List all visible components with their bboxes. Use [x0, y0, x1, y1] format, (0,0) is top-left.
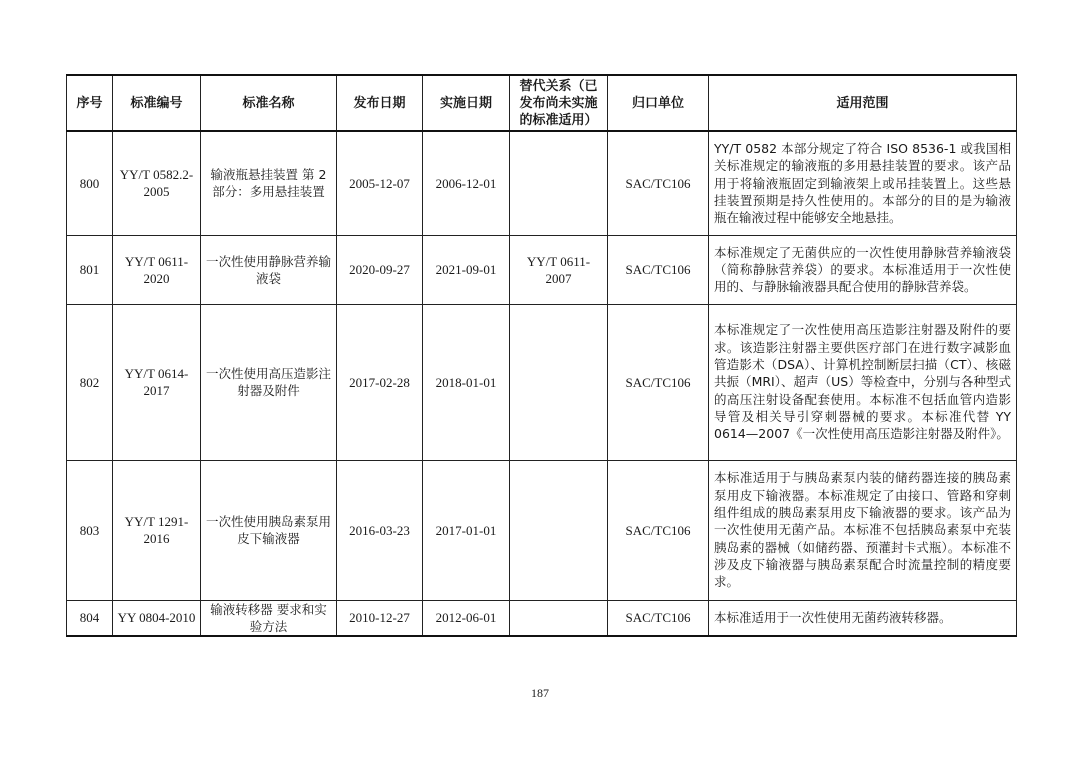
- header-scope: 适用范围: [709, 75, 1017, 131]
- cell-implement-date: 2021-09-01: [423, 235, 510, 304]
- cell-name: 一次性使用静脉营养输液袋: [201, 235, 337, 304]
- cell-replacement: YY/T 0611-2007: [510, 235, 608, 304]
- cell-unit: SAC/TC106: [608, 600, 709, 636]
- standards-table: [66, 74, 1017, 637]
- table-row: [67, 131, 1017, 235]
- cell-scope: 本标准适用于一次性使用无菌药液转移器。: [709, 600, 1017, 636]
- cell-code: YY/T 0582.2-2005: [113, 131, 201, 235]
- header-unit: 归口单位: [608, 75, 709, 131]
- cell-implement-date: 2012-06-01: [423, 600, 510, 636]
- cell-replacement: [510, 460, 608, 600]
- cell-unit: SAC/TC106: [608, 131, 709, 235]
- cell-scope: YY/T 0582 本部分规定了符合 ISO 8536-1 或我国相关标准规定的输液瓶的多用悬挂装置的要求。该产品用于将输液瓶固定到输液架上或吊挂装置上。这些悬挂装置预期是持久性使用的。本部分的目的是为输液瓶在输液过程中能够安全地悬挂。: [709, 131, 1017, 235]
- header-serial: 序号: [67, 75, 113, 131]
- cell-implement-date: 2006-12-01: [423, 131, 510, 235]
- cell-serial: 803: [67, 460, 113, 600]
- cell-replacement: [510, 304, 608, 460]
- cell-scope: 本标准规定了一次性使用高压造影注射器及附件的要求。该造影注射器主要供医疗部门在进行数字减影血管造影术（DSA）、计算机控制断层扫描（CT）、核磁共振（MRI）、超声（US）等检查中，分别与各种型式的高压注射设备配套使用。本标准不包括血管内造影导管及相关导引穿刺器械的要求。本标准代替 YY 0614—2007《一次性使用高压造影注射器及附件》。: [709, 304, 1017, 460]
- table-header-row: [67, 75, 1017, 131]
- cell-scope: 本标准规定了无菌供应的一次性使用静脉营养输液袋（简称静脉营养袋）的要求。本标准适用于一次性使用的、与静脉输液器具配合使用的静脉营养袋。: [709, 235, 1017, 304]
- header-replacement: 替代关系（已发布尚未实施的标准适用）: [510, 75, 608, 131]
- table-row: [67, 600, 1017, 636]
- table-row: [67, 460, 1017, 600]
- header-code: 标准编号: [113, 75, 201, 131]
- cell-code: YY/T 1291-2016: [113, 460, 201, 600]
- cell-name: 一次性使用胰岛素泵用皮下输液器: [201, 460, 337, 600]
- cell-publish-date: 2005-12-07: [337, 131, 423, 235]
- cell-publish-date: 2020-09-27: [337, 235, 423, 304]
- cell-unit: SAC/TC106: [608, 460, 709, 600]
- cell-code: YY/T 0614-2017: [113, 304, 201, 460]
- cell-serial: 800: [67, 131, 113, 235]
- cell-code: YY 0804-2010: [113, 600, 201, 636]
- cell-name: 一次性使用高压造影注射器及附件: [201, 304, 337, 460]
- cell-unit: SAC/TC106: [608, 235, 709, 304]
- table-row: [67, 304, 1017, 460]
- header-publish-date: 发布日期: [337, 75, 423, 131]
- cell-scope: 本标准适用于与胰岛素泵内装的储药器连接的胰岛素泵用皮下输液器。本标准规定了由接口、管路和穿刺组件组成的胰岛素泵用皮下输液器的要求。该产品为一次性使用无菌产品。本标准不包括胰岛素泵中充装胰岛素的器械（如储药器、预灌封卡式瓶）。本标准不涉及皮下输液器与胰岛素泵配合时流量控制的精度要求。: [709, 460, 1017, 600]
- cell-replacement: [510, 600, 608, 636]
- cell-replacement: [510, 131, 608, 235]
- cell-publish-date: 2017-02-28: [337, 304, 423, 460]
- cell-serial: 804: [67, 600, 113, 636]
- cell-serial: 802: [67, 304, 113, 460]
- cell-implement-date: 2018-01-01: [423, 304, 510, 460]
- table-row: [67, 235, 1017, 304]
- cell-unit: SAC/TC106: [608, 304, 709, 460]
- page-number: 187: [531, 686, 549, 700]
- cell-name: 输液瓶悬挂装置 第 2 部分：多用悬挂装置: [201, 131, 337, 235]
- header-implement-date: 实施日期: [423, 75, 510, 131]
- cell-publish-date: 2016-03-23: [337, 460, 423, 600]
- header-name: 标准名称: [201, 75, 337, 131]
- cell-implement-date: 2017-01-01: [423, 460, 510, 600]
- cell-serial: 801: [67, 235, 113, 304]
- cell-name: 输液转移器 要求和实验方法: [201, 600, 337, 636]
- cell-publish-date: 2010-12-27: [337, 600, 423, 636]
- cell-code: YY/T 0611-2020: [113, 235, 201, 304]
